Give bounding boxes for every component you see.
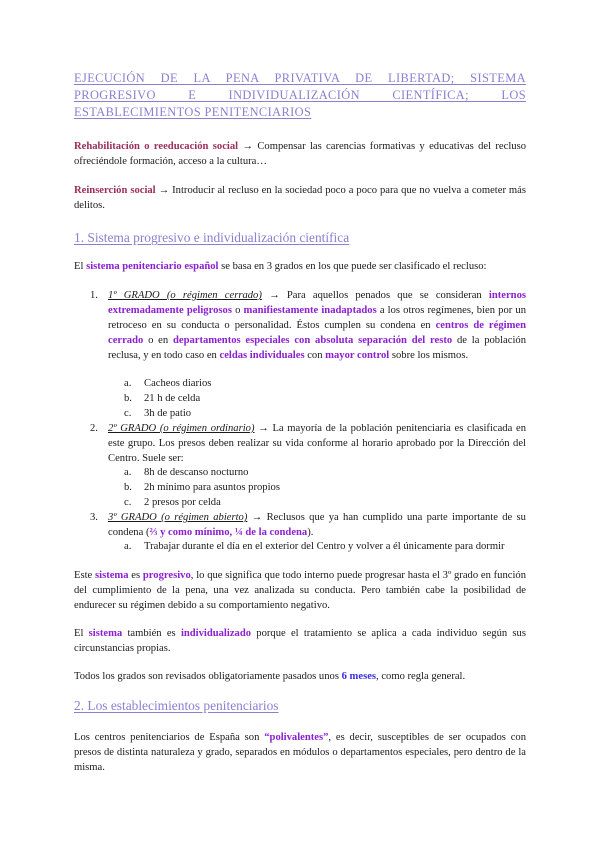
sub-text: 8h de descanso nocturno [144,467,249,478]
g3-text-2: ). [307,527,314,538]
grade-2-number: 2. [90,423,98,434]
sub-letter: c. [124,408,132,419]
grade-3-text [108,510,526,540]
review-text-2: , como regla general. [376,671,466,682]
progressive-text-1: Este [74,570,95,581]
progressive-text-2: es [128,570,143,581]
g1-keyword-4: departamentos especiales con absoluta separación del resto [172,335,453,346]
individual-text-1: El [74,628,89,639]
title-line-2: PROGRESIVO E INDIVIDUALIZACIÓN CIENTÍFICA; LOS [74,88,526,102]
grade-2-sub-a [124,465,248,480]
review-paragraph [74,669,526,684]
g1-text-7: sobre los mismos. [389,350,469,361]
review-keyword: 6 meses [341,671,377,682]
rehabilitation-text: → Compensar las carencias formativas y educativas del recluso ofreciéndole formación, acceso a la cultura… [74,141,526,167]
sub-letter: a. [124,378,132,389]
reinsertion-paragraph [74,183,526,213]
sub-letter: c. [124,497,132,508]
grade-2-sub-c [124,495,221,510]
grade-1-sub-c [124,406,191,421]
sub-text: 21 h de celda [144,393,201,404]
g1-text-1: → Para aquellos penados que se consideran [261,290,489,301]
g1-keyword-3: centros de régimen cerrado [108,320,526,346]
g1-text-3: a los otros regímenes, bien por un retroceso en su conducta o personalidad. Éstos cumplen su condena en [108,305,526,331]
sub-letter: b. [124,393,132,404]
document-title [74,70,526,121]
section-2-heading: 2. Los establecimientos penitenciarios [74,698,279,713]
individual-keyword-2: individualizado [180,628,252,639]
g1-keyword-5: celdas individuales [219,350,305,361]
progressive-text-3: , lo que significa que todo interno puede progresar hasta el 3º grado en función del cumplimiento de la pena, una vez analizada su conducta. Pero también cabe la posibilidad de endurecer su régimen debido a su comportamiento negativo. [74,570,526,611]
sub-letter: a. [124,467,132,478]
g1-keyword-1: internos extremadamente peligrosos [108,290,526,316]
grade-2-text [108,421,526,466]
reinsertion-term: Reinserción social [74,185,156,196]
penitentiary-system-term: sistema penitenciario español [86,261,219,272]
title-line-1: EJECUCIÓN DE LA PENA PRIVATIVA DE LIBERTAD; SISTEMA [74,71,526,85]
title-line-3: ESTABLECIMIENTOS PENITENCIARIOS [74,105,312,119]
individual-paragraph [74,626,526,656]
section-1-heading: 1. Sistema progresivo e individualización científica [74,230,350,245]
grade-1-item [92,288,526,363]
section-1-intro [74,259,526,274]
reinsertion-text: → Introducir al recluso en la sociedad poco a poco para que no vuelva a cometer más delitos. [74,185,526,211]
g1-text-2: o [231,305,244,316]
grade-2-title: 2º GRADO (o régimen ordinario) [108,423,255,434]
progressive-keyword-2: progresivo [142,570,191,581]
grade-1-number: 1. [90,290,98,301]
grade-1-text [108,288,526,363]
g2-text: → La mayoría de la población penitenciaria es clasificada en este grupo. Los presos deben realizar su vida conforme al horario aprobado por la Dirección del Centro. Suele ser: [108,423,526,464]
grade-3-title: 3º GRADO (o régimen abierto) [108,512,248,523]
individual-text-2: también es [122,628,181,639]
section-2-text-2: , es decir, susceptibles de ser ocupados con presos de distinta naturaleza y grado, separados en módulos o departamentos especiales, pero dentro de la misma. [74,732,526,773]
sub-text: Trabajar durante el día en el exterior del Centro y volver a él únicamente para dormir [144,541,505,552]
g1-keyword-2: manifiestamente inadaptados [243,305,377,316]
progressive-keyword-1: sistema [95,570,129,581]
section-2-text-1: Los centros penitenciarios de España son [74,732,265,743]
grade-1-sub-b [124,391,200,406]
sub-text: Cacheos diarios [144,378,212,389]
grade-3-sub-a [124,539,526,554]
grade-2-sub-b [124,480,280,495]
sub-text: 2 presos por celda [144,497,221,508]
sub-letter: a. [124,541,132,552]
g3-keyword-1: ⅔ y como mínimo, ¼ de la condena [149,527,308,538]
sub-letter: b. [124,482,132,493]
grade-1-title: 1º GRADO (o régimen cerrado) [108,290,262,301]
grade-3-item [92,510,526,540]
sub-text: 3h de patio [144,408,192,419]
polyvalent-term: “polivalentes” [264,732,329,743]
g1-text-6: con [304,350,326,361]
g3-text-1: → Reclusos que ya han cumplido una parte importante de su condena ( [108,512,526,538]
rehabilitation-paragraph [74,139,526,169]
g1-text-5: de la población reclusa, y en todo caso en [108,335,526,361]
rehabilitation-term: Rehabilitación o reeducación social [74,141,239,152]
grade-2-item [92,421,526,466]
intro-text-pre: El [74,261,87,272]
grade-1-sub-a [124,376,211,391]
individual-text-3: porque el tratamiento se aplica a cada individuo según sus circunstancias propias. [74,628,526,654]
grade-3-number: 3. [90,512,98,523]
individual-keyword-1: sistema [88,628,123,639]
intro-text-post: se basa en 3 grados en los que puede ser clasificado el recluso: [218,261,487,272]
g1-text-4: o en [143,335,173,346]
progressive-paragraph [74,568,526,613]
section-2-paragraph [74,730,526,775]
review-text-1: Todos los grados son revisados obligatoriamente pasados unos [74,671,342,682]
sub-text: 2h mínimo para asuntos propios [144,482,280,493]
g1-keyword-6: mayor control [325,350,390,361]
